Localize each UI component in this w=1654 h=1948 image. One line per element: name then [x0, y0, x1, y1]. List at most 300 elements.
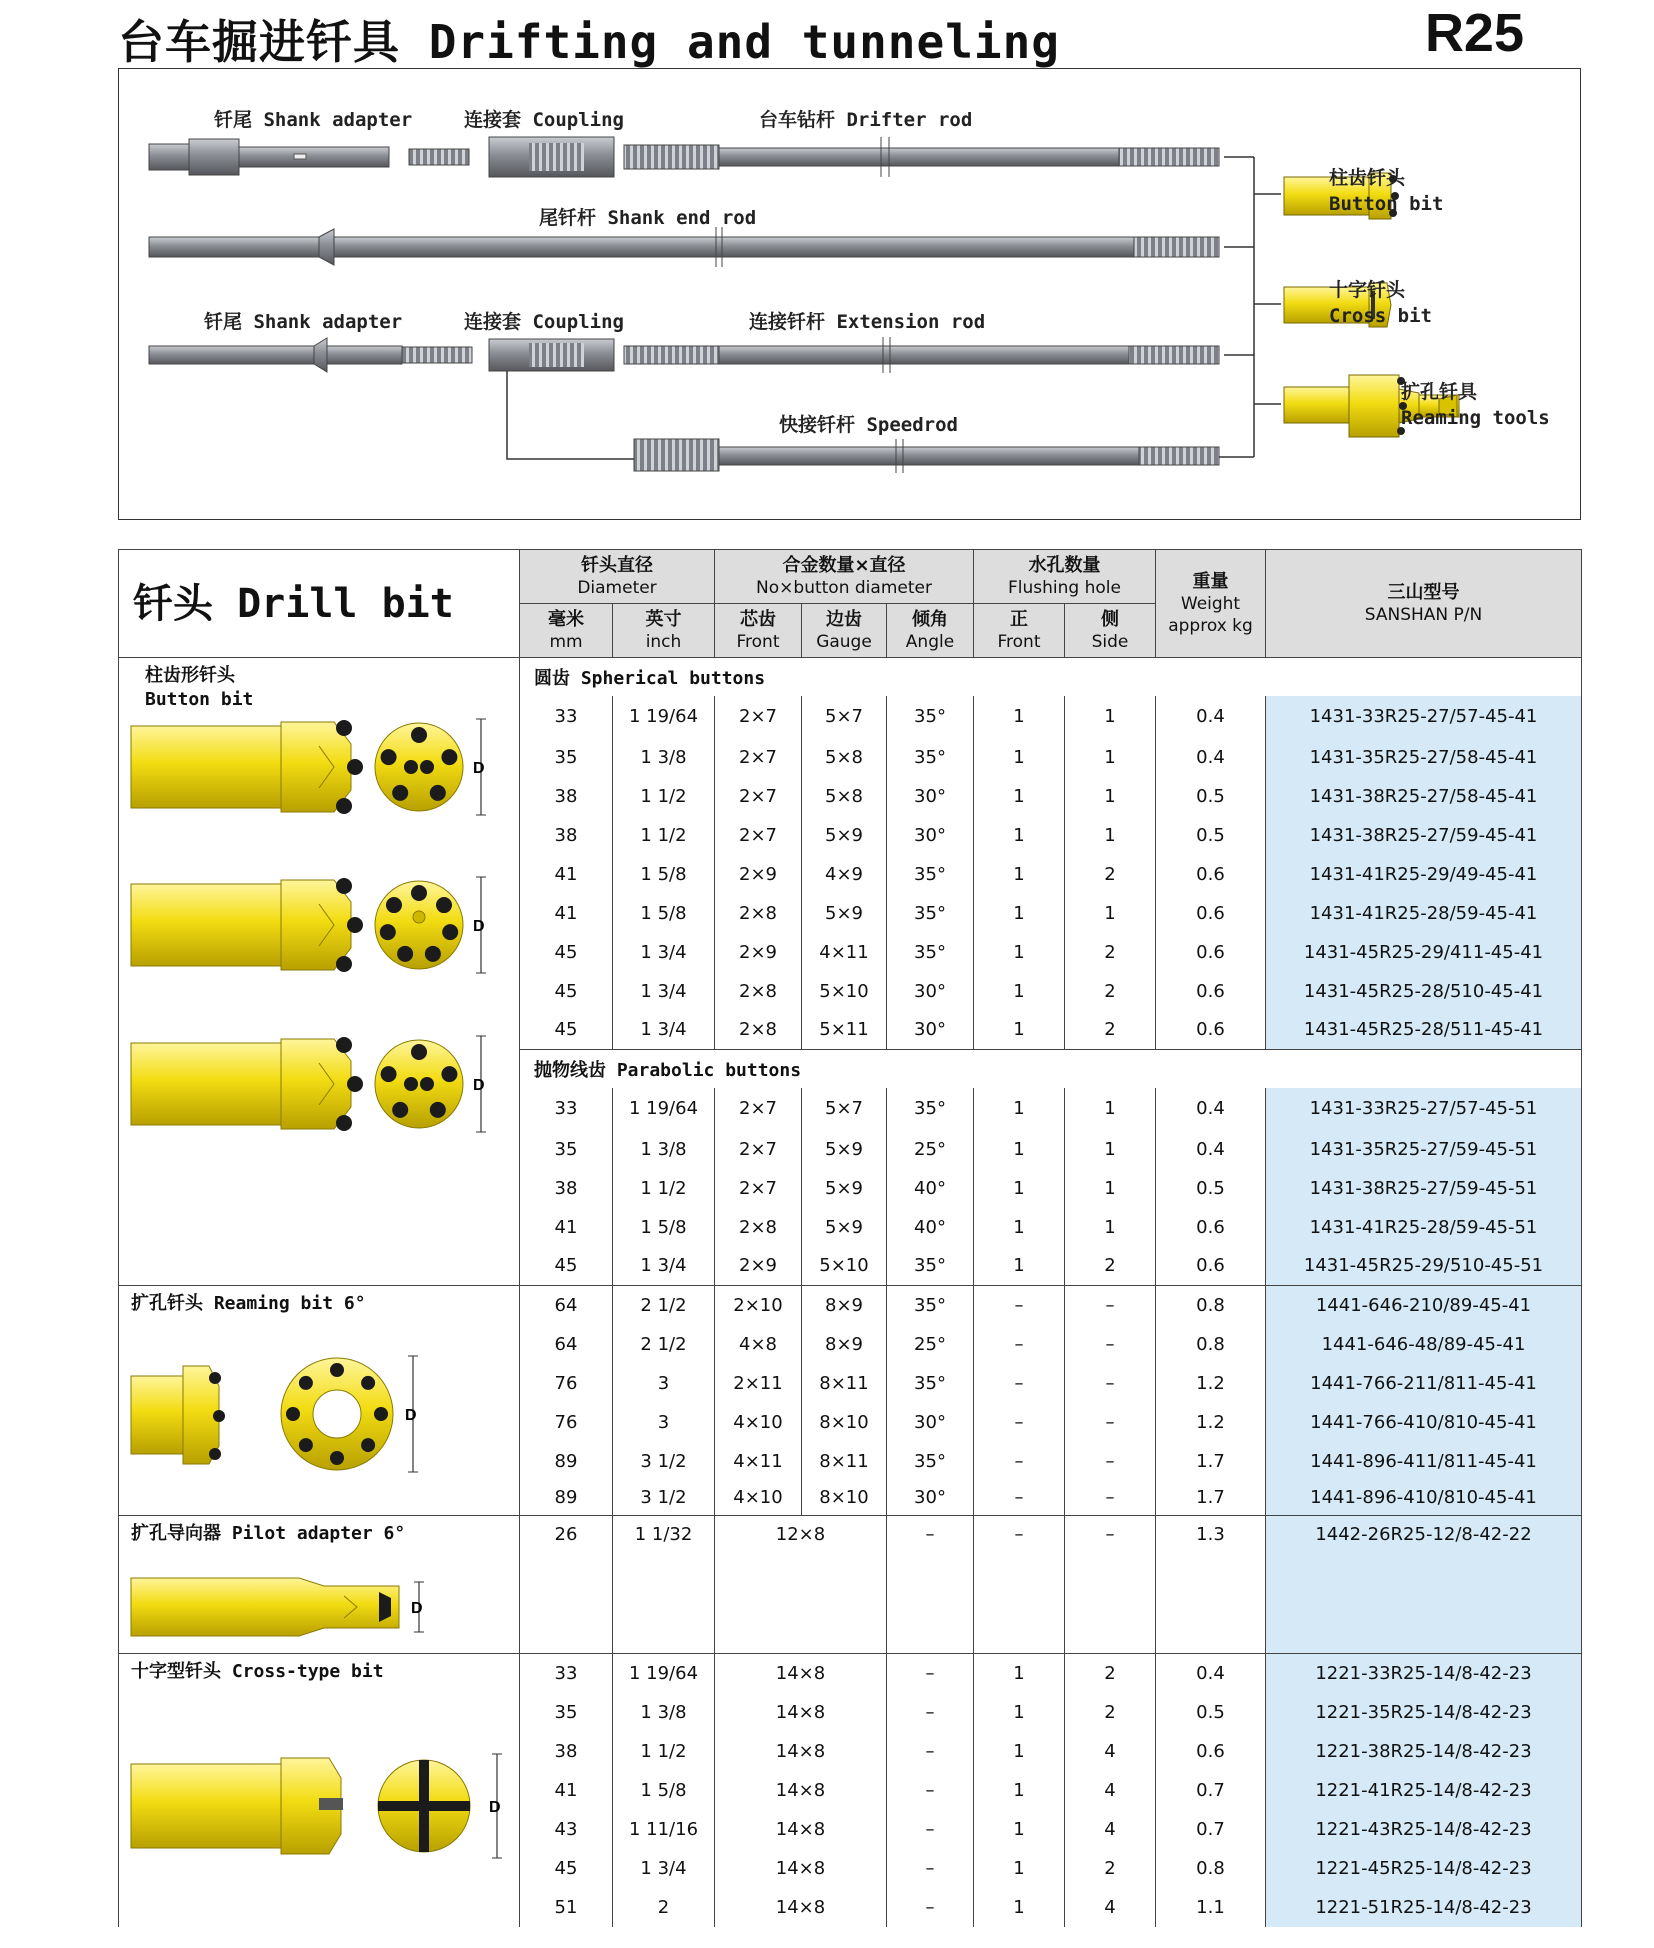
part-number-cell: 1441-646-48/89-45-41: [1266, 1325, 1582, 1364]
table-cell: –: [1065, 1403, 1156, 1442]
table-cell: 1.3: [1156, 1516, 1266, 1654]
table-cell: 2×8: [715, 894, 802, 933]
dimension-d-label: D: [473, 760, 485, 777]
table-cell: –: [887, 1516, 974, 1654]
label-button-bit-cn: 柱齿钎头: [1329, 167, 1406, 189]
button-count-cell: 14×8: [715, 1732, 887, 1771]
part-number-cell: 1441-766-410/810-45-41: [1266, 1403, 1582, 1442]
group-label-cn: 扩孔钎头: [131, 1293, 203, 1314]
section-heading-parabolic: 抛物线齿 Parabolic buttons: [520, 1050, 1582, 1088]
table-cell: 1: [974, 696, 1065, 738]
table-cell: 0.6: [1156, 933, 1266, 972]
label-reaming-tools-en: Reaming tools: [1401, 407, 1550, 429]
table-cell: 4×10: [715, 1481, 802, 1516]
table-cell: 4: [1065, 1888, 1156, 1927]
table-cell: 2: [1065, 1693, 1156, 1732]
table-cell: 35°: [887, 894, 974, 933]
table-cell: 1: [974, 1888, 1065, 1927]
table-cell: 4×10: [715, 1403, 802, 1442]
page-title: 台车掘进钎具 Drifting and tunneling: [118, 15, 1060, 69]
button-count-cell: 14×8: [715, 1888, 887, 1927]
table-cell: 4×11: [715, 1442, 802, 1481]
table-cell: –: [1065, 1442, 1156, 1481]
cross-bit-drawing: [119, 1654, 514, 1927]
table-cell: 2×8: [715, 1208, 802, 1247]
part-number-cell: 1431-45R25-28/511-45-41: [1266, 1011, 1582, 1050]
drifter-rod: [624, 137, 1219, 177]
table-cell: 45: [520, 933, 613, 972]
section-heading-spherical: 圆齿 Spherical buttons: [520, 658, 1582, 696]
carbide-button: [336, 1037, 352, 1053]
table-cell: 2×9: [715, 1247, 802, 1286]
table-cell: –: [887, 1654, 974, 1693]
gauge-button: [381, 1066, 397, 1082]
header-flush-side-en: Side: [1091, 631, 1129, 652]
table-body: [119, 658, 1582, 1927]
part-number-cell: 1221-38R25-14/8-42-23: [1266, 1732, 1582, 1771]
header-pn-cn: 三山型号: [1387, 581, 1460, 603]
table-cell: 1: [974, 1130, 1065, 1169]
header-flush-side-cn: 侧: [1101, 608, 1119, 630]
table-cell: –: [974, 1481, 1065, 1516]
header-buttons: [715, 550, 974, 604]
table-cell: 0.8: [1156, 1286, 1266, 1325]
table-cell: 1: [974, 1849, 1065, 1888]
table-cell: –: [887, 1771, 974, 1810]
header-pn-en: SANSHAN P/N: [1364, 604, 1483, 625]
table-cell: 35°: [887, 696, 974, 738]
part-number-cell: 1431-45R25-29/411-45-41: [1266, 933, 1582, 972]
table-cell: 0.6: [1156, 1208, 1266, 1247]
table-cell: –: [887, 1810, 974, 1849]
part-number-cell: 1221-35R25-14/8-42-23: [1266, 1693, 1582, 1732]
header-flush-front-en: Front: [997, 631, 1041, 652]
table-cell: 35°: [887, 1364, 974, 1403]
table-cell: 1 19/64: [613, 1654, 715, 1693]
part-number-cell: 1431-35R25-27/59-45-51: [1266, 1130, 1582, 1169]
table-cell: 1 19/64: [613, 696, 715, 738]
header-diameter-en: Diameter: [577, 577, 657, 598]
part-number-cell: 1431-38R25-27/59-45-51: [1266, 1169, 1582, 1208]
gauge-button: [386, 897, 402, 913]
reaming-bit-drawing: [119, 1286, 514, 1506]
table-cell: 1: [974, 738, 1065, 777]
table-cell: 2×8: [715, 1011, 802, 1050]
table-cell: 51: [520, 1888, 613, 1927]
table-cell: –: [974, 1442, 1065, 1481]
dimension-d-label: D: [405, 1407, 417, 1424]
table-cell: 5×7: [802, 696, 887, 738]
table-cell: 40°: [887, 1208, 974, 1247]
table-cell: 25°: [887, 1130, 974, 1169]
table-cell: 2×9: [715, 855, 802, 894]
group-label-en: Pilot adapter 6°: [231, 1523, 406, 1544]
table-cell: 1 1/2: [613, 1169, 715, 1208]
header-flush-side: [1065, 604, 1156, 658]
header-flush-front: [974, 604, 1065, 658]
table-cell: 30°: [887, 1481, 974, 1516]
part-number-cell: 1431-45R25-29/510-45-51: [1266, 1247, 1582, 1286]
header-front: [715, 604, 802, 658]
table-cell: 2 1/2: [613, 1286, 715, 1325]
table-cell: 64: [520, 1286, 613, 1325]
gauge-button: [380, 924, 396, 940]
table-cell: 35°: [887, 738, 974, 777]
header-flushing-cn: 水孔数量: [1028, 554, 1101, 576]
table-cell: 41: [520, 1208, 613, 1247]
table-cell: 1 3/8: [613, 1693, 715, 1732]
button-count-cell: 12×8: [715, 1516, 887, 1654]
table-cell: 5×9: [802, 894, 887, 933]
group-label-cn: 柱齿形钎头: [145, 665, 235, 686]
gauge-button: [430, 785, 446, 801]
table-cell: 1: [1065, 1088, 1156, 1130]
table-cell: 2: [1065, 1011, 1156, 1050]
header-angle-cn: 倾角: [912, 608, 948, 630]
table-cell: –: [974, 1286, 1065, 1325]
table-cell: 35: [520, 738, 613, 777]
table-cell: 1 1/2: [613, 1732, 715, 1771]
table-cell: 1: [1065, 696, 1156, 738]
table-cell: –: [887, 1693, 974, 1732]
header-mm-cn: 毫米: [548, 608, 584, 630]
table-cell: 2: [1065, 1247, 1156, 1286]
table-cell: 2: [613, 1888, 715, 1927]
header-weight-en1: Weight: [1180, 593, 1241, 614]
table-cell: 0.5: [1156, 1693, 1266, 1732]
part-number-cell: 1431-41R25-28/59-45-41: [1266, 894, 1582, 933]
label-shank-end-rod: 尾钎杆 Shank end rod: [539, 207, 757, 229]
table-cell: 1: [974, 777, 1065, 816]
table-cell: 1.1: [1156, 1888, 1266, 1927]
gauge-button: [441, 749, 457, 765]
carbide-button: [347, 759, 363, 775]
table-cell: 1: [1065, 1169, 1156, 1208]
header-diameter-cn: 钎头直径: [581, 554, 653, 576]
table-cell: 89: [520, 1481, 613, 1516]
extension-rod: [624, 337, 1219, 373]
table-cell: 30°: [887, 777, 974, 816]
table-cell: 2×7: [715, 1130, 802, 1169]
button-count-cell: 14×8: [715, 1693, 887, 1732]
table-cell: 0.8: [1156, 1849, 1266, 1888]
table-cell: 35: [520, 1130, 613, 1169]
table-cell: 30°: [887, 1403, 974, 1442]
part-number-cell: 1431-33R25-27/57-45-41: [1266, 696, 1582, 738]
table-cell: 1: [974, 1169, 1065, 1208]
table-cell: 1 5/8: [613, 855, 715, 894]
table-cell: 0.6: [1156, 1732, 1266, 1771]
table-cell: 25°: [887, 1325, 974, 1364]
header-inch: [613, 604, 715, 658]
table-cell: 1: [974, 1732, 1065, 1771]
gauge-button: [441, 1066, 457, 1082]
part-number-cell: 1221-33R25-14/8-42-23: [1266, 1654, 1582, 1693]
drill-bit-table: [118, 549, 1582, 1927]
button-count-cell: 14×8: [715, 1849, 887, 1888]
table-cell: 8×11: [802, 1364, 887, 1403]
table-cell: 1 3/4: [613, 1849, 715, 1888]
table-cell: –: [1065, 1481, 1156, 1516]
label-extension-rod: 连接钎杆 Extension rod: [749, 311, 986, 333]
table-cell: 1 1/2: [613, 816, 715, 855]
table-cell: 2×7: [715, 738, 802, 777]
table-cell: 1: [1065, 894, 1156, 933]
table-cell: –: [974, 1364, 1065, 1403]
label-drifter-rod: 台车钻杆 Drifter rod: [759, 109, 973, 131]
gauge-button: [392, 1102, 408, 1118]
table-cell: 2×7: [715, 1088, 802, 1130]
table-cell: 1.7: [1156, 1442, 1266, 1481]
table-cell: 8×11: [802, 1442, 887, 1481]
table-cell: 33: [520, 696, 613, 738]
table-cell: 1 5/8: [613, 894, 715, 933]
gauge-button: [425, 946, 441, 962]
group-cell-0: [119, 658, 520, 1286]
header-mm: [520, 604, 613, 658]
gauge-button: [442, 924, 458, 940]
part-number-cell: 1431-45R25-28/510-45-41: [1266, 972, 1582, 1011]
label-cross-bit-en: Cross bit: [1329, 305, 1432, 327]
label-speedrod: 快接钎杆 Speedrod: [779, 414, 958, 436]
table-cell: 0.7: [1156, 1771, 1266, 1810]
table-cell: –: [1065, 1364, 1156, 1403]
table-cell: 38: [520, 816, 613, 855]
button-count-cell: 14×8: [715, 1654, 887, 1693]
table-title: 钎头 Drill bit: [119, 550, 520, 658]
table-cell: 0.7: [1156, 1810, 1266, 1849]
table-cell: 1 5/8: [613, 1771, 715, 1810]
table-cell: 2×9: [715, 933, 802, 972]
shank-adapter-1: [149, 139, 469, 175]
table-cell: 8×10: [802, 1403, 887, 1442]
part-number-cell: 1431-41R25-29/49-45-41: [1266, 855, 1582, 894]
dimension-d-label: D: [489, 1799, 501, 1816]
gauge-button: [411, 885, 427, 901]
table-cell: 1 3/8: [613, 1130, 715, 1169]
table-cell: 38: [520, 1169, 613, 1208]
group-label-en: Button bit: [145, 689, 254, 710]
table-cell: 41: [520, 894, 613, 933]
carbide-button: [336, 720, 352, 736]
bit-body: [131, 726, 281, 808]
table-cell: 0.6: [1156, 894, 1266, 933]
table-cell: 41: [520, 855, 613, 894]
table-cell: 35°: [887, 1247, 974, 1286]
gauge-button: [397, 946, 413, 962]
carbide-button: [336, 1115, 352, 1131]
part-number-cell: 1221-43R25-14/8-42-23: [1266, 1810, 1582, 1849]
part-number-cell: 1431-33R25-27/57-45-51: [1266, 1088, 1582, 1130]
header-flush-front-cn: 正: [1010, 608, 1028, 630]
table-cell: 41: [520, 1771, 613, 1810]
table-cell: 3 1/2: [613, 1442, 715, 1481]
table-cell: 35: [520, 1693, 613, 1732]
group-label-en: Cross-type bit: [231, 1661, 384, 1682]
table-cell: 2×11: [715, 1364, 802, 1403]
table-cell: 2: [1065, 1654, 1156, 1693]
table-cell: –: [1065, 1516, 1156, 1654]
table-cell: 5×8: [802, 738, 887, 777]
speedrod: [634, 439, 1219, 473]
table-cell: 1 3/4: [613, 972, 715, 1011]
table-cell: 64: [520, 1325, 613, 1364]
table-cell: 1: [974, 894, 1065, 933]
group-label-en: Reaming bit 6°: [213, 1293, 366, 1314]
table-cell: 1: [974, 855, 1065, 894]
table-cell: 5×10: [802, 1247, 887, 1286]
header-buttons-en: No×button diameter: [756, 577, 932, 598]
pilot-adapter-drawing: [119, 1516, 514, 1654]
header-front-en: Front: [736, 631, 780, 652]
table-cell: 2: [1065, 1849, 1156, 1888]
table-cell: 5×7: [802, 1088, 887, 1130]
header-weight-en2: approx kg: [1168, 615, 1253, 636]
table-cell: 2×8: [715, 972, 802, 1011]
table-cell: 1: [974, 1654, 1065, 1693]
table-cell: 4: [1065, 1771, 1156, 1810]
table-cell: 2: [1065, 972, 1156, 1011]
table-cell: 2 1/2: [613, 1325, 715, 1364]
table-cell: –: [974, 1516, 1065, 1654]
table-cell: 0.5: [1156, 777, 1266, 816]
shank-adapter-2: [149, 338, 472, 372]
table-cell: 33: [520, 1654, 613, 1693]
carbide-button: [347, 917, 363, 933]
table-cell: 4×11: [802, 933, 887, 972]
part-number-cell: 1431-38R25-27/58-45-41: [1266, 777, 1582, 816]
table-cell: 1.7: [1156, 1481, 1266, 1516]
table-row: [119, 1286, 1582, 1325]
table-cell: 89: [520, 1442, 613, 1481]
table-cell: 1: [974, 933, 1065, 972]
table-cell: 4×9: [802, 855, 887, 894]
table-cell: 1: [1065, 816, 1156, 855]
table-cell: 0.5: [1156, 816, 1266, 855]
table-cell: 45: [520, 1011, 613, 1050]
table-cell: 0.8: [1156, 1325, 1266, 1364]
table-cell: 2×7: [715, 816, 802, 855]
table-cell: 0.4: [1156, 1654, 1266, 1693]
table-cell: 2×7: [715, 1169, 802, 1208]
header-front-cn: 芯齿: [740, 608, 776, 630]
label-cross-bit: [1329, 277, 1432, 329]
table-cell: –: [974, 1325, 1065, 1364]
part-number-cell: 1431-38R25-27/59-45-41: [1266, 816, 1582, 855]
button-count-cell: 14×8: [715, 1771, 887, 1810]
table-cell: 8×10: [802, 1481, 887, 1516]
part-number-cell: 1441-896-411/811-45-41: [1266, 1442, 1582, 1481]
button-count-cell: 14×8: [715, 1810, 887, 1849]
table-cell: 1: [974, 1771, 1065, 1810]
table-row: [119, 1654, 1582, 1693]
table-cell: 3 1/2: [613, 1481, 715, 1516]
table-cell: 0.4: [1156, 1088, 1266, 1130]
part-number-cell: 1221-45R25-14/8-42-23: [1266, 1849, 1582, 1888]
table-cell: 8×9: [802, 1286, 887, 1325]
table-cell: 5×9: [802, 1208, 887, 1247]
table-cell: –: [887, 1732, 974, 1771]
table-cell: –: [974, 1403, 1065, 1442]
table-cell: 0.6: [1156, 1247, 1266, 1286]
table-cell: 5×9: [802, 1130, 887, 1169]
gauge-button: [411, 727, 427, 743]
table-row: [119, 1516, 1582, 1654]
header-weight-cn: 重量: [1192, 570, 1229, 592]
table-cell: 76: [520, 1364, 613, 1403]
part-number-cell: 1441-766-211/811-45-41: [1266, 1364, 1582, 1403]
gauge-button: [436, 897, 452, 913]
label-cross-bit-cn: 十字钎头: [1329, 279, 1406, 301]
table-cell: 1 1/32: [613, 1516, 715, 1654]
table-cell: 45: [520, 1849, 613, 1888]
table-cell: 0.4: [1156, 1130, 1266, 1169]
label-button-bit: [1329, 165, 1443, 217]
header-mm-en: mm: [549, 631, 583, 652]
table-cell: 30°: [887, 972, 974, 1011]
carbide-button: [336, 878, 352, 894]
table-cell: 76: [520, 1403, 613, 1442]
table-cell: 1: [1065, 1208, 1156, 1247]
header-gauge-en: Gauge: [816, 631, 872, 652]
table-cell: 3: [613, 1364, 715, 1403]
table-cell: 43: [520, 1810, 613, 1849]
header-buttons-cn: 合金数量×直径: [782, 554, 906, 576]
table-cell: 1: [974, 1208, 1065, 1247]
label-reaming-tools-cn: 扩孔钎具: [1401, 381, 1478, 403]
button-bit-drawings: [119, 658, 514, 1278]
table-cell: 1: [974, 1011, 1065, 1050]
dimension-d-label: D: [473, 1077, 485, 1094]
table-row: [119, 658, 1582, 696]
group-cell-3: [119, 1654, 520, 1927]
table-cell: 0.4: [1156, 696, 1266, 738]
header-inch-en: inch: [645, 631, 682, 652]
gauge-button: [430, 1102, 446, 1118]
table-cell: 4: [1065, 1810, 1156, 1849]
table-cell: 1: [974, 1693, 1065, 1732]
label-shank-adapter-2: 钎尾 Shank adapter: [204, 311, 403, 333]
table-cell: 1 3/4: [613, 1247, 715, 1286]
table-cell: 1 3/4: [613, 1011, 715, 1050]
dimension-d-label: D: [411, 1600, 423, 1617]
table-cell: –: [887, 1888, 974, 1927]
label-coupling-1: 连接套 Coupling: [464, 109, 624, 131]
table-cell: 1: [1065, 738, 1156, 777]
table-cell: 26: [520, 1516, 613, 1654]
table-cell: 35°: [887, 1088, 974, 1130]
group-cell-2: [119, 1516, 520, 1654]
label-button-bit-en: Button bit: [1329, 193, 1444, 215]
label-coupling-2: 连接套 Coupling: [464, 311, 624, 333]
table-cell: 5×9: [802, 1169, 887, 1208]
gauge-button: [411, 1044, 427, 1060]
table-cell: 30°: [887, 1011, 974, 1050]
table-cell: 35°: [887, 1442, 974, 1481]
table-cell: 40°: [887, 1169, 974, 1208]
table-cell: 5×9: [802, 816, 887, 855]
table-cell: 1.2: [1156, 1364, 1266, 1403]
header-gauge: [802, 604, 887, 658]
table-cell: 8×9: [802, 1325, 887, 1364]
table-cell: 1: [1065, 777, 1156, 816]
label-shank-adapter-1: 钎尾 Shank adapter: [214, 109, 413, 131]
table-cell: 1: [974, 816, 1065, 855]
carbide-button: [336, 798, 352, 814]
carbide-button: [347, 1076, 363, 1092]
header-diameter: [520, 550, 715, 604]
shank-end-rod: [149, 227, 1219, 267]
